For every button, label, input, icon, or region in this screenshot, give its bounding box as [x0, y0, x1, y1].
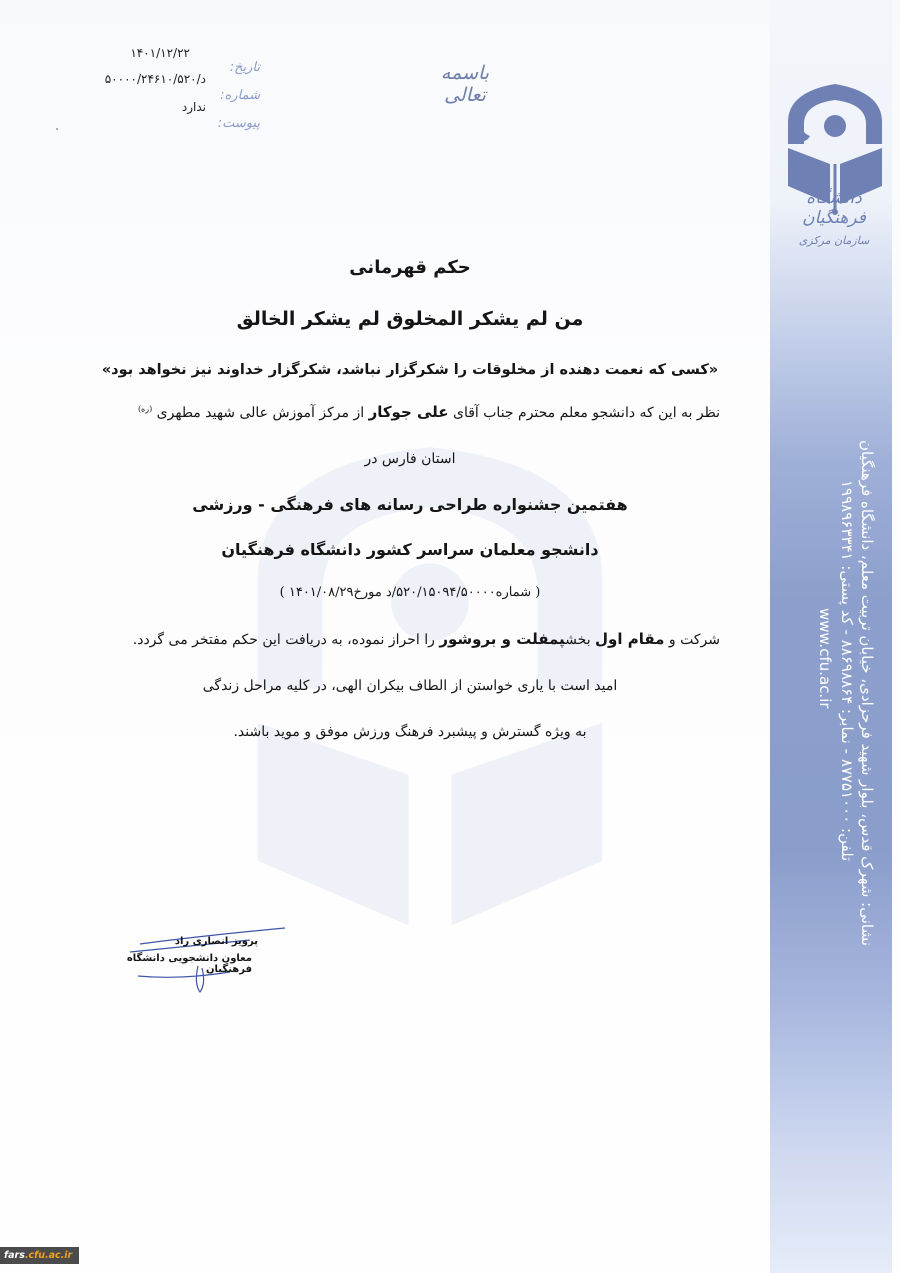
festival-subtitle: دانشجو معلمان سراسر کشور دانشگاه فرهنگیان — [221, 540, 599, 559]
meta-number-row — [40, 66, 260, 103]
achievement-part-a: شرکت و — [664, 632, 720, 648]
number-value: د/۵۰۰۰۰/۲۴۶۱۰/۵۲۰ — [104, 72, 206, 86]
meta-attachment-row — [40, 90, 260, 131]
signatory-title: معاون دانشجویی دانشگاه فرهنگیان — [126, 953, 252, 975]
hadith-line: من لم يشكر المخلوق لم يشكر الخالق — [236, 308, 584, 330]
badge-part-1: fars — [4, 1250, 25, 1261]
meta-date-row — [40, 42, 260, 75]
logo-university-name: دانشگاه فرهنگیان — [802, 188, 866, 228]
letter-body — [100, 250, 720, 740]
sidebar-address: نشانی: شهرک قدس، بلوار شهید فرحزادی، خیابان تربیت معلم، دانشگاه فرهنگیان — [858, 440, 876, 946]
date-label: تاریخ: — [229, 60, 260, 75]
attachment-label: پیوست: — [217, 116, 260, 131]
student-name: علی جوکار — [368, 403, 449, 421]
speck — [56, 128, 58, 130]
site-watermark-badge — [0, 1247, 79, 1264]
achievement-paragraph — [100, 630, 720, 648]
date-value: ۱۴۰۱/۱۲/۲۲ — [130, 46, 190, 60]
signatory-name: پرویز انصاری راد — [174, 936, 258, 947]
logo-subtitle: سازمان مرکزی — [798, 234, 870, 247]
achievement-part-c: را احراز نموده، به دریافت این حکم مفتخر می گردد. — [132, 632, 440, 648]
badge-part-2: .cfu.ac.ir — [24, 1250, 73, 1261]
attachment-value: ندارد — [181, 100, 206, 114]
intro-suffix: از مرکز آموزش عالی شهید مطهری — [152, 405, 369, 421]
intro-prefix: نظر به این که دانشجو معلم محترم جناب آقای — [448, 405, 720, 421]
bismillah-heading: باسمه تعالی — [440, 62, 490, 106]
achievement-part-b: بخش — [565, 632, 596, 648]
letter-meta — [40, 42, 260, 131]
sidebar-website: www.cfu.ac.ir — [816, 608, 834, 709]
reference-number: ( شماره۵۲۰/۱۵۰۹۴/۵۰۰۰۰/د مورخ۱۴۰۱/۰۸/۲۹ ) — [279, 585, 541, 600]
wish-line-1: امید است با یاری خواستن از الطاف بیکران الهی، در کلیه مراحل زندگی — [202, 678, 618, 694]
festival-title: هفتمین جشنواره طراحی رسانه های فرهنگی - ورزشی — [192, 495, 628, 514]
category: پمفلت و بروشور — [439, 630, 566, 648]
sidebar-phones: تلفن: ۸۷۷۵۱۰۰۰ - نمابر: ۸۸۶۹۸۸۶۴ - کد پستی: ۱۹۹۸۹۶۳۳۴۱ — [838, 480, 856, 862]
sidebar-contact-info — [770, 0, 892, 1273]
signature-block — [120, 918, 280, 998]
intro-paragraph — [100, 403, 720, 421]
quote-line: «کسی که نعمت دهنده از مخلوقات را شکرگزار نباشد، شکرگزار خداوند نیز نخواهد بود» — [101, 362, 719, 378]
rank: مقام اول — [595, 630, 665, 648]
wish-line-2: به ویژه گسترش و پیشبرد فرهنگ ورزش موفق و موید باشند. — [233, 724, 587, 740]
honorific: (ره) — [137, 404, 153, 414]
page-title: حکم قهرمانی — [349, 257, 471, 278]
number-label: شماره: — [220, 88, 260, 103]
province-line: استان فارس در — [364, 451, 456, 467]
